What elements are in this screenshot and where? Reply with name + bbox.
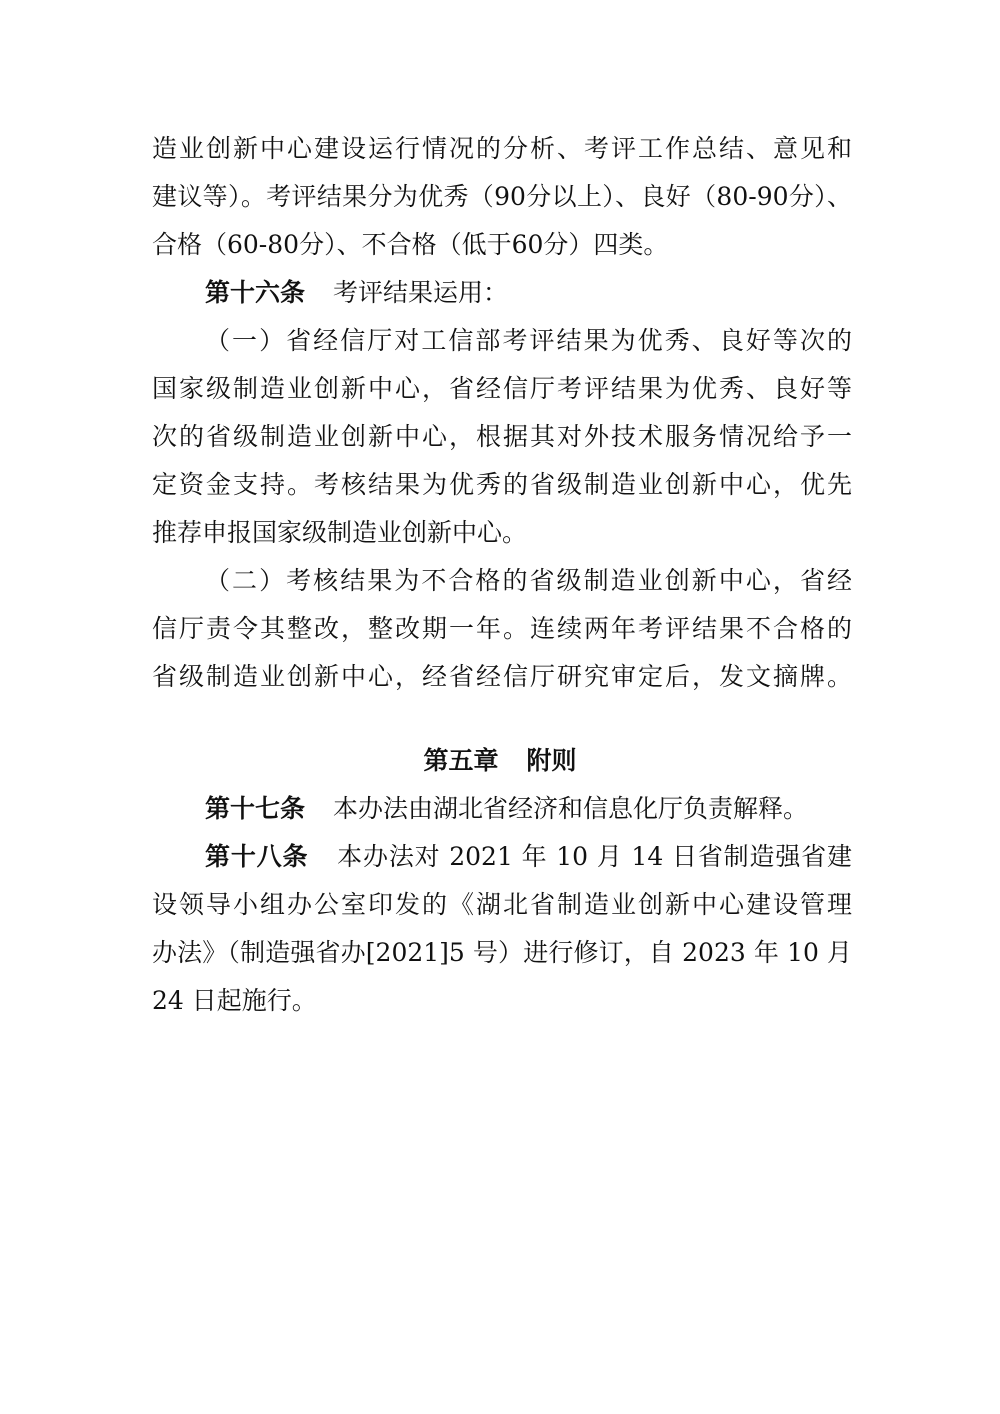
item-2-line-1: （二）考核结果为不合格的省级制造业创新中心，省经 <box>205 566 852 595</box>
article-18-line-4: 24 日起施行。 <box>152 986 317 1015</box>
article-18-line-2: 设领导小组办公室印发的《湖北省制造业创新中心建设管理 <box>152 890 852 919</box>
article-18-heading: 第十八条 <box>205 842 309 871</box>
article-18-first-line: 本办法对 2021 年 10 月 14 日省制造强省建 <box>336 842 852 871</box>
item-1-line-3: 次的省级制造业创新中心，根据其对外技术服务情况给予一 <box>152 422 852 451</box>
item-1-line-4: 定资金支持。考核结果为优秀的省级制造业创新中心，优先 <box>152 470 852 499</box>
chapter-number: 第五章 <box>423 746 499 775</box>
chapter-heading <box>0 744 1000 778</box>
para-1-line-1: 造业创新中心建设运行情况的分析、考评工作总结、意见和 <box>152 134 852 163</box>
article-18-line-1 <box>205 840 852 874</box>
para-1-line-3: 合格（60-80分）、不合格（低于60分）四类。 <box>152 230 669 259</box>
item-1-line-2: 国家级制造业创新中心，省经信厅考评结果为优秀、良好等 <box>152 374 852 403</box>
article-17 <box>205 792 852 826</box>
chapter-title: 附则 <box>526 746 577 775</box>
item-2-line-3: 省级制造业创新中心，经省经信厅研究审定后，发文摘牌。 <box>152 662 852 691</box>
article-18-line-3: 办法》（制造强省办[2021]5 号）进行修订，自 2023 年 10 月 <box>152 938 852 967</box>
para-1-line-2: 建议等）。考评结果分为优秀（90分以上）、良好（80-90分）、 <box>152 182 852 211</box>
article-17-text: 本办法由湖北省经济和信息化厅负责解释。 <box>333 794 809 823</box>
article-17-heading: 第十七条 <box>205 794 306 823</box>
item-1-line-1: （一）省经信厅对工信部考评结果为优秀、良好等次的 <box>205 326 852 355</box>
article-16 <box>205 276 852 310</box>
item-2-line-2: 信厅责令其整改，整改期一年。连续两年考评结果不合格的 <box>152 614 852 643</box>
article-16-heading: 第十六条 <box>205 278 306 307</box>
article-16-text: 考评结果运用： <box>333 278 509 307</box>
item-1-line-5: 推荐申报国家级制造业创新中心。 <box>152 518 528 547</box>
